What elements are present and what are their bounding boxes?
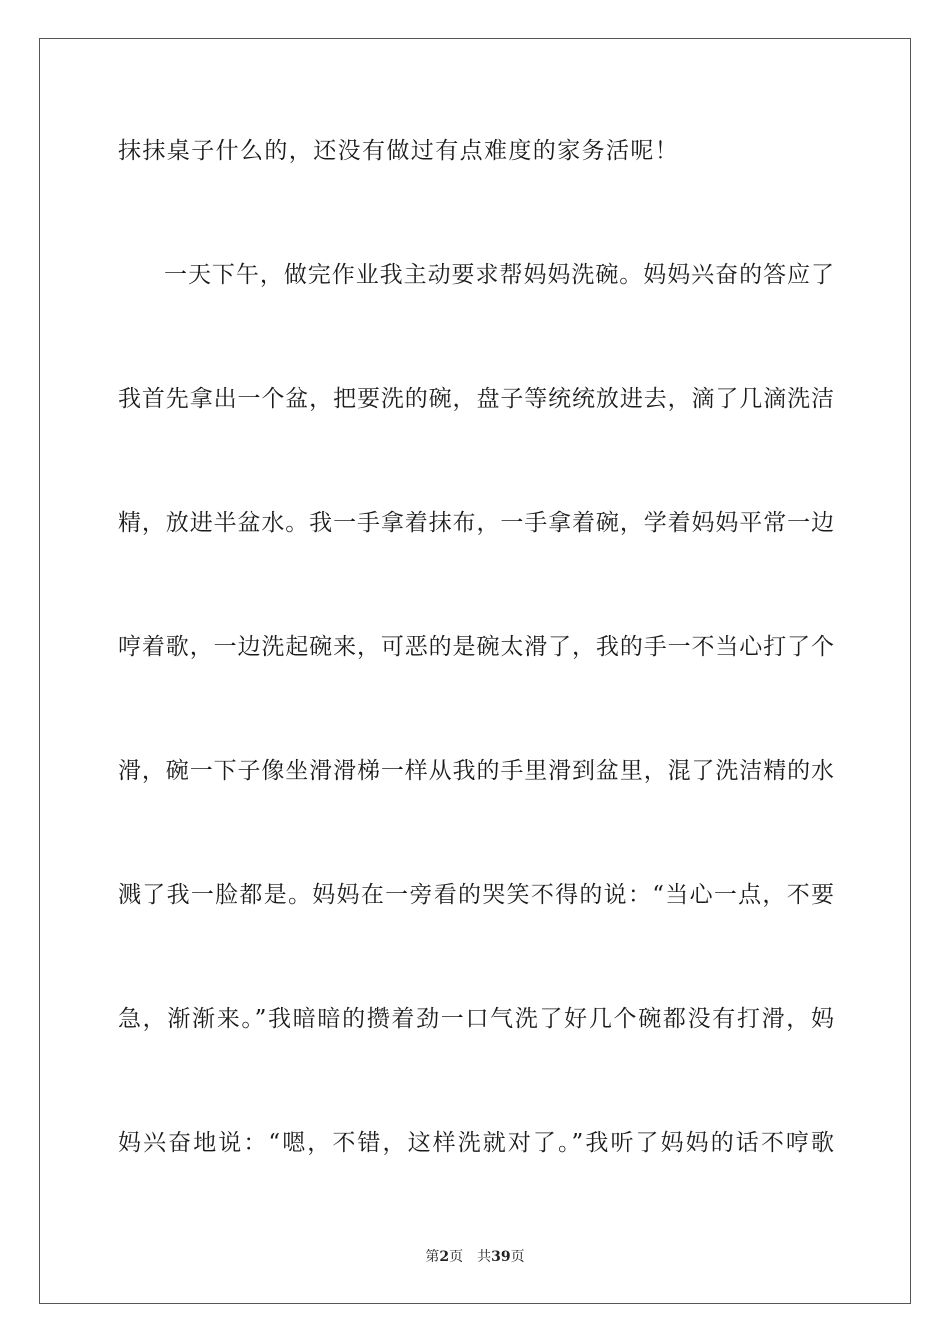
page-suffix: 页 xyxy=(449,1249,464,1265)
paragraph-line: 溅了我一脸都是。妈妈在一旁看的哭笑不得的说：“当心一点，不要 xyxy=(118,882,834,908)
total-pages: 39 xyxy=(491,1249,511,1265)
paragraph-line: 精，放进半盆水。我一手拿着抹布，一手拿着碗，学着妈妈平常一边 xyxy=(118,510,834,536)
paragraph-line: 我首先拿出一个盆，把要洗的碗，盘子等统统放进去，滴了几滴洗洁 xyxy=(118,386,834,412)
page-number: 2 xyxy=(439,1249,450,1265)
total-suffix: 页 xyxy=(510,1249,525,1265)
paragraph-line: 滑，碗一下子像坐滑滑梯一样从我的手里滑到盆里，混了洗洁精的水 xyxy=(118,758,834,784)
page-border xyxy=(39,38,911,1304)
paragraph-line: 抹抹桌子什么的，还没有做过有点难度的家务活呢！ xyxy=(118,138,680,164)
paragraph-line: 妈兴奋地说：“嗯，不错，这样洗就对了。”我听了妈妈的话不哼歌 xyxy=(118,1130,834,1156)
paragraph-line: 一天下午，做完作业我主动要求帮妈妈洗碗。妈妈兴奋的答应了 xyxy=(164,262,834,288)
paragraph-line: 哼着歌，一边洗起碗来，可恶的是碗太滑了，我的手一不当心打了个 xyxy=(118,634,834,660)
page-prefix: 第 xyxy=(425,1249,440,1265)
total-prefix: 共 xyxy=(477,1249,492,1265)
paragraph-line: 急，渐渐来。”我暗暗的攒着劲一口气洗了好几个碗都没有打滑，妈 xyxy=(118,1006,834,1032)
page-footer xyxy=(0,1248,950,1266)
